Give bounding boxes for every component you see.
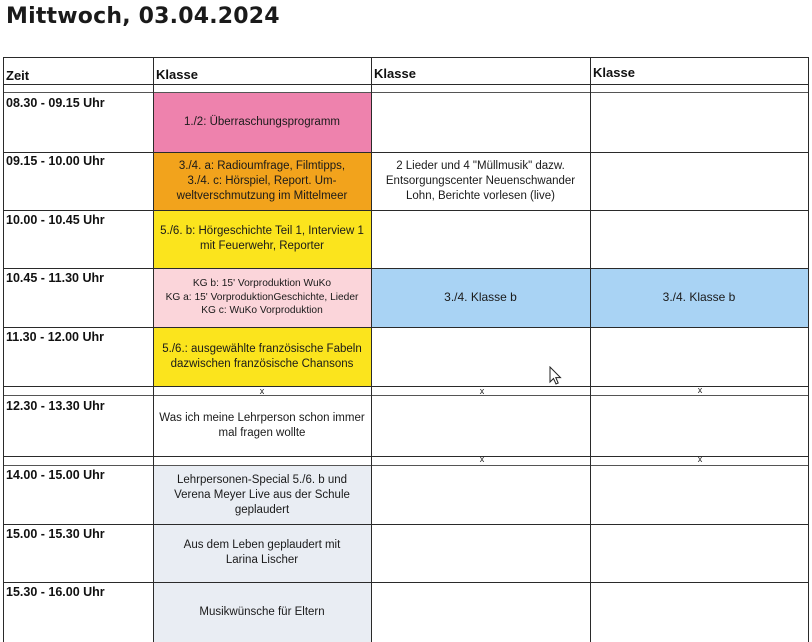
- page-title: Mittwoch, 03.04.2024: [6, 4, 280, 29]
- break-mark: x: [259, 386, 265, 396]
- break-mark: x: [697, 454, 703, 464]
- header-klasse-3: Klasse: [593, 65, 635, 80]
- program-cell: KG b: 15' Vorproduktion WuKo KG a: 15' VorproduktionGeschichte, Lieder KG c: WuKo Vorproduktion: [165, 278, 359, 317]
- break-mark: x: [697, 385, 703, 395]
- mouse-cursor-icon: [549, 366, 563, 386]
- grid-line: [3, 57, 4, 642]
- program-cell: Aus dem Leben geplaudert mit Larina Lischer: [183, 539, 341, 566]
- program-cell: Lehrpersonen-Special 5./6. b und Verena Meyer Live aus der Schule geplaudert: [174, 473, 350, 516]
- program-cell: Was ich meine Lehrperson schon immer mal fragen wollte: [159, 412, 365, 439]
- program-cell: 3./4. Klasse b: [444, 290, 517, 304]
- program-cell: 5./6. b: Hörgeschichte Teil 1, Interview 1 mit Feuerwehr, Reporter: [160, 225, 364, 252]
- time-slot: 08.30 - 09.15 Uhr: [6, 96, 105, 110]
- grid-line: [3, 465, 808, 466]
- break-mark: x: [479, 386, 485, 396]
- header-zeit: Zeit: [6, 68, 30, 83]
- time-slot: 12.30 - 13.30 Uhr: [6, 399, 105, 413]
- grid-line: [3, 395, 808, 396]
- program-cell: 1./2: Überraschungsprogramm: [184, 116, 340, 128]
- program-cell: 3./4. Klasse b: [662, 290, 736, 304]
- header-klasse-2: Klasse: [374, 66, 416, 81]
- grid-line: [3, 582, 808, 583]
- grid-line: [3, 92, 808, 93]
- header-klasse-1: Klasse: [156, 67, 198, 82]
- break-mark: x: [479, 454, 485, 464]
- program-cell: Musikwünsche für Eltern: [199, 605, 325, 618]
- program-cell: 3./4. a: Radioumfrage, Filmtipps, 3./4. c: Hörspiel, Report. Um- weltverschmutzung im Mittelmeer: [176, 159, 348, 202]
- program-cell: 2 Lieder und 4 "Müllmusik" dazw. Entsorgungscenter Neuenschwander Lohn, Berichte vorlesen (live): [385, 159, 576, 202]
- grid-line: [590, 57, 591, 642]
- grid-line: [3, 84, 808, 85]
- time-slot: 15.00 - 15.30 Uhr: [6, 527, 105, 541]
- time-slot: 09.15 - 10.00 Uhr: [6, 154, 105, 168]
- time-slot: 10.00 - 10.45 Uhr: [6, 213, 105, 227]
- time-slot: 15.30 - 16.00 Uhr: [6, 585, 105, 599]
- grid-line: [3, 456, 808, 457]
- grid-line: [3, 210, 808, 211]
- grid-line: [371, 57, 372, 642]
- grid-line: [808, 57, 809, 642]
- program-cell: 5./6.: ausgewählte französische Fabeln dazwischen französische Chansons: [162, 342, 362, 370]
- time-slot: 10.45 - 11.30 Uhr: [6, 271, 104, 285]
- grid-line: [3, 524, 808, 525]
- grid-line: [3, 57, 808, 58]
- grid-line: [3, 386, 808, 387]
- time-slot: 14.00 - 15.00 Uhr: [6, 468, 105, 482]
- time-slot: 11.30 - 12.00 Uhr: [6, 330, 104, 344]
- grid-line: [3, 327, 808, 328]
